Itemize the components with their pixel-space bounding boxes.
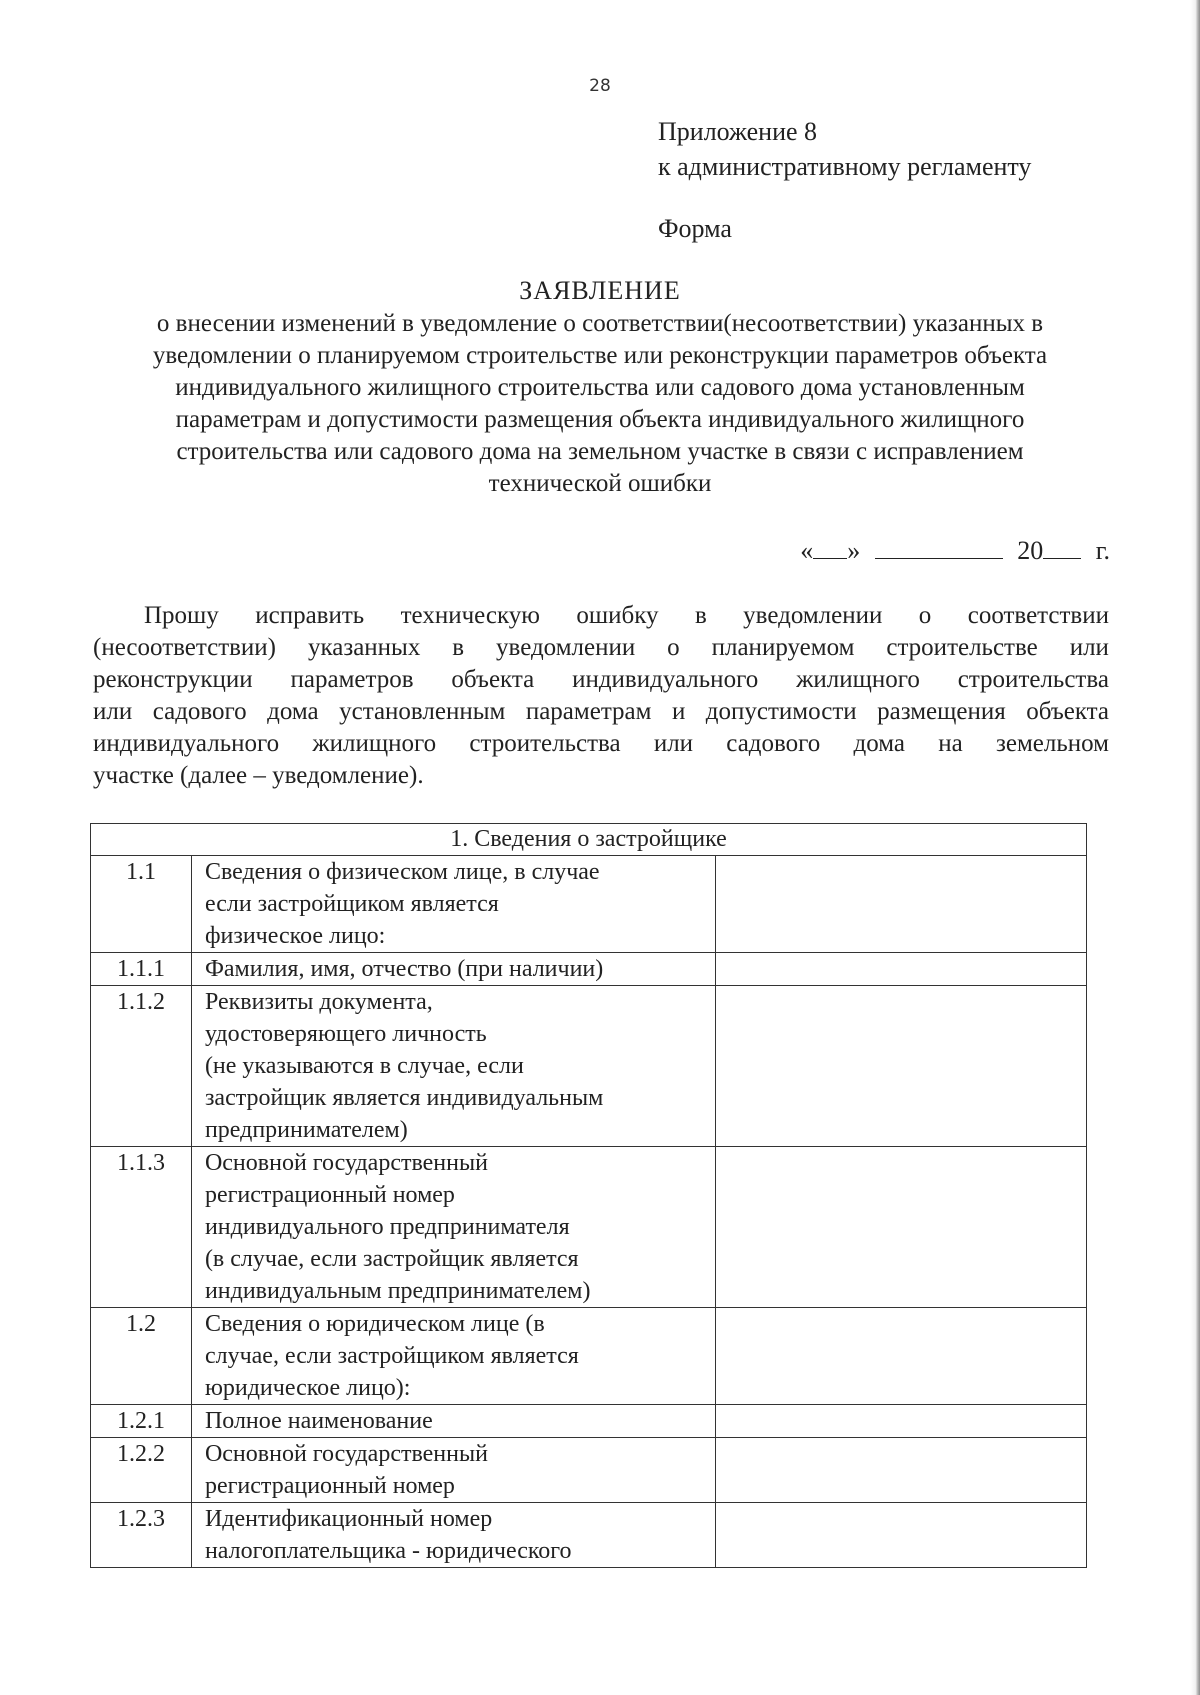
row-value-field[interactable]: [715, 953, 1086, 986]
word: садового: [726, 730, 821, 757]
row-label-line: Основной государственный: [204, 1150, 488, 1176]
row-label-line: (в случае, если застройщик является: [204, 1246, 579, 1272]
table-row: [91, 1503, 1087, 1568]
word: дома: [853, 730, 906, 757]
word: или: [93, 698, 133, 725]
row-label-line: Реквизиты документа,: [204, 989, 433, 1015]
word: объекта: [451, 666, 535, 693]
word: размещения: [877, 698, 1006, 725]
date-line: [760, 536, 1110, 566]
table-row: [91, 856, 1087, 953]
row-number: 1.1: [91, 856, 192, 953]
row-value-field[interactable]: [715, 986, 1086, 1147]
table-row: [91, 953, 1087, 986]
row-label-line: юридическое лицо):: [204, 1375, 411, 1401]
year-prefix: 20: [1017, 536, 1044, 565]
word: строительства: [469, 730, 621, 757]
subtitle-line: технической ошибки: [488, 470, 712, 497]
section-title: 1. Сведения о застройщике: [91, 824, 1087, 856]
word: уведомлении: [743, 602, 883, 629]
row-label-line: Основной государственный: [204, 1441, 488, 1467]
table-row: [91, 1147, 1087, 1308]
appendix-line-2: к административному регламенту: [658, 152, 1032, 181]
date-close-quote: »: [847, 536, 861, 565]
word: ошибку: [576, 602, 659, 629]
word: или: [1069, 634, 1109, 661]
table-row: [91, 1438, 1087, 1503]
word: реконструкции: [93, 666, 253, 693]
row-value-field[interactable]: [715, 1438, 1086, 1503]
row-value-field[interactable]: [715, 1308, 1086, 1405]
row-label-line: физическое лицо:: [204, 923, 386, 949]
word: допустимости: [705, 698, 857, 725]
row-label-line: удостоверяющего личность: [204, 1021, 487, 1047]
body-line: [93, 632, 1109, 664]
row-number: 1.2.1: [91, 1405, 192, 1438]
row-label: [191, 1438, 715, 1503]
table-row: [91, 986, 1087, 1147]
year-blank[interactable]: [1043, 536, 1081, 559]
body-line: [93, 600, 1109, 632]
row-label-line: Полное наименование: [204, 1408, 433, 1434]
row-number: 1.1.3: [91, 1147, 192, 1308]
word: индивидуального: [93, 730, 280, 757]
row-number: 1.2.3: [91, 1503, 192, 1568]
word: и: [671, 698, 686, 725]
body-line: [93, 696, 1109, 728]
word: техническую: [400, 602, 540, 629]
row-label: [191, 1147, 715, 1308]
row-label: [191, 856, 715, 953]
row-label: [191, 953, 715, 986]
row-label-line: застройщик является индивидуальным: [204, 1085, 604, 1111]
row-label-line: регистрационный номер: [204, 1182, 455, 1208]
date-open-quote: «: [800, 536, 814, 565]
word: садового: [152, 698, 247, 725]
subtitle-line: о внесении изменений в уведомление о соответствии(несоответствии) указанных в: [156, 310, 1044, 337]
word: на: [938, 730, 963, 757]
row-label: [191, 1503, 715, 1568]
word: дома: [267, 698, 319, 725]
word: жилищного: [796, 666, 920, 693]
word: параметрам: [525, 698, 652, 725]
table-row: [91, 1308, 1087, 1405]
row-number: 1.2.2: [91, 1438, 192, 1503]
row-label-line: Фамилия, имя, отчество (при наличии): [204, 956, 604, 982]
row-label-line: если застройщиком является: [204, 891, 499, 917]
subtitle-line: строительства или садового дома на земельном участке в связи с исправлением: [176, 438, 1024, 465]
row-label-line: случае, если застройщиком является: [204, 1343, 579, 1369]
word: о: [667, 634, 680, 661]
word: уведомлении: [496, 634, 636, 661]
word: соответствии: [967, 602, 1109, 629]
day-blank[interactable]: [813, 536, 847, 559]
subtitle-line: уведомлении о планируемом строительстве или реконструкции параметров объекта: [152, 342, 1048, 369]
row-label: [191, 1405, 715, 1438]
table-body: [91, 856, 1087, 1568]
word: параметров: [290, 666, 414, 693]
row-number: 1.1.2: [91, 986, 192, 1147]
word: установленным: [339, 698, 506, 725]
word: индивидуального: [572, 666, 759, 693]
body-line: [93, 664, 1109, 696]
developer-info-table: [90, 823, 1087, 1568]
scan-edge-shadow: [1190, 0, 1200, 1695]
subtitle-line: параметрам и допустимости размещения объекта индивидуального жилищного: [175, 406, 1025, 433]
row-label-line: Идентификационный номер: [204, 1506, 493, 1532]
row-label-line: Сведения о физическом лице, в случае: [204, 859, 600, 885]
word: земельном: [995, 730, 1109, 757]
row-label-line: Сведения о юридическом лице (в: [204, 1311, 545, 1337]
row-label-line: предпринимателем): [204, 1117, 408, 1143]
row-label: [191, 986, 715, 1147]
word: строительства: [957, 666, 1109, 693]
table-row: [91, 1405, 1087, 1438]
row-value-field[interactable]: [715, 1503, 1086, 1568]
row-value-field[interactable]: [715, 856, 1086, 953]
word: строительстве: [886, 634, 1038, 661]
word: Прошу: [144, 602, 219, 629]
document-subtitle: [85, 308, 1115, 500]
row-number: 1.1.1: [91, 953, 192, 986]
word: планируемом: [711, 634, 855, 661]
word: исправить: [255, 602, 365, 629]
word: указанных: [307, 634, 421, 661]
row-label-line: индивидуальным предпринимателем): [204, 1278, 591, 1304]
row-label-line: налогоплательщика - юридического: [204, 1538, 572, 1564]
row-label: [191, 1308, 715, 1405]
row-label-line: индивидуального предпринимателя: [204, 1214, 570, 1240]
word: о: [918, 602, 932, 629]
word: в: [452, 634, 465, 661]
row-label-line: (не указываются в случае, если: [204, 1053, 524, 1079]
document-title: ЗАЯВЛЕНИЕ: [519, 276, 681, 305]
year-suffix: г.: [1095, 536, 1110, 565]
body-line: [93, 728, 1109, 760]
form-label: Форма: [658, 214, 732, 243]
row-value-field[interactable]: [715, 1405, 1086, 1438]
appendix-line-1: Приложение 8: [658, 117, 818, 146]
row-value-field[interactable]: [715, 1147, 1086, 1308]
word: жилищного: [312, 730, 437, 757]
request-paragraph: [93, 600, 1109, 792]
page-number: 28: [589, 76, 611, 96]
word: (несоответствии): [93, 634, 277, 661]
subtitle-line: индивидуального жилищного строительства или садового дома установленным: [175, 374, 1025, 401]
word: в: [694, 602, 707, 629]
appendix-header: [658, 114, 1031, 184]
row-number: 1.2: [91, 1308, 192, 1405]
word: объекта: [1026, 698, 1109, 725]
row-label-line: регистрационный номер: [204, 1473, 455, 1499]
body-line-last: участке (далее – уведомление).: [93, 762, 424, 789]
word: или: [653, 730, 694, 757]
month-blank[interactable]: [875, 536, 1003, 559]
